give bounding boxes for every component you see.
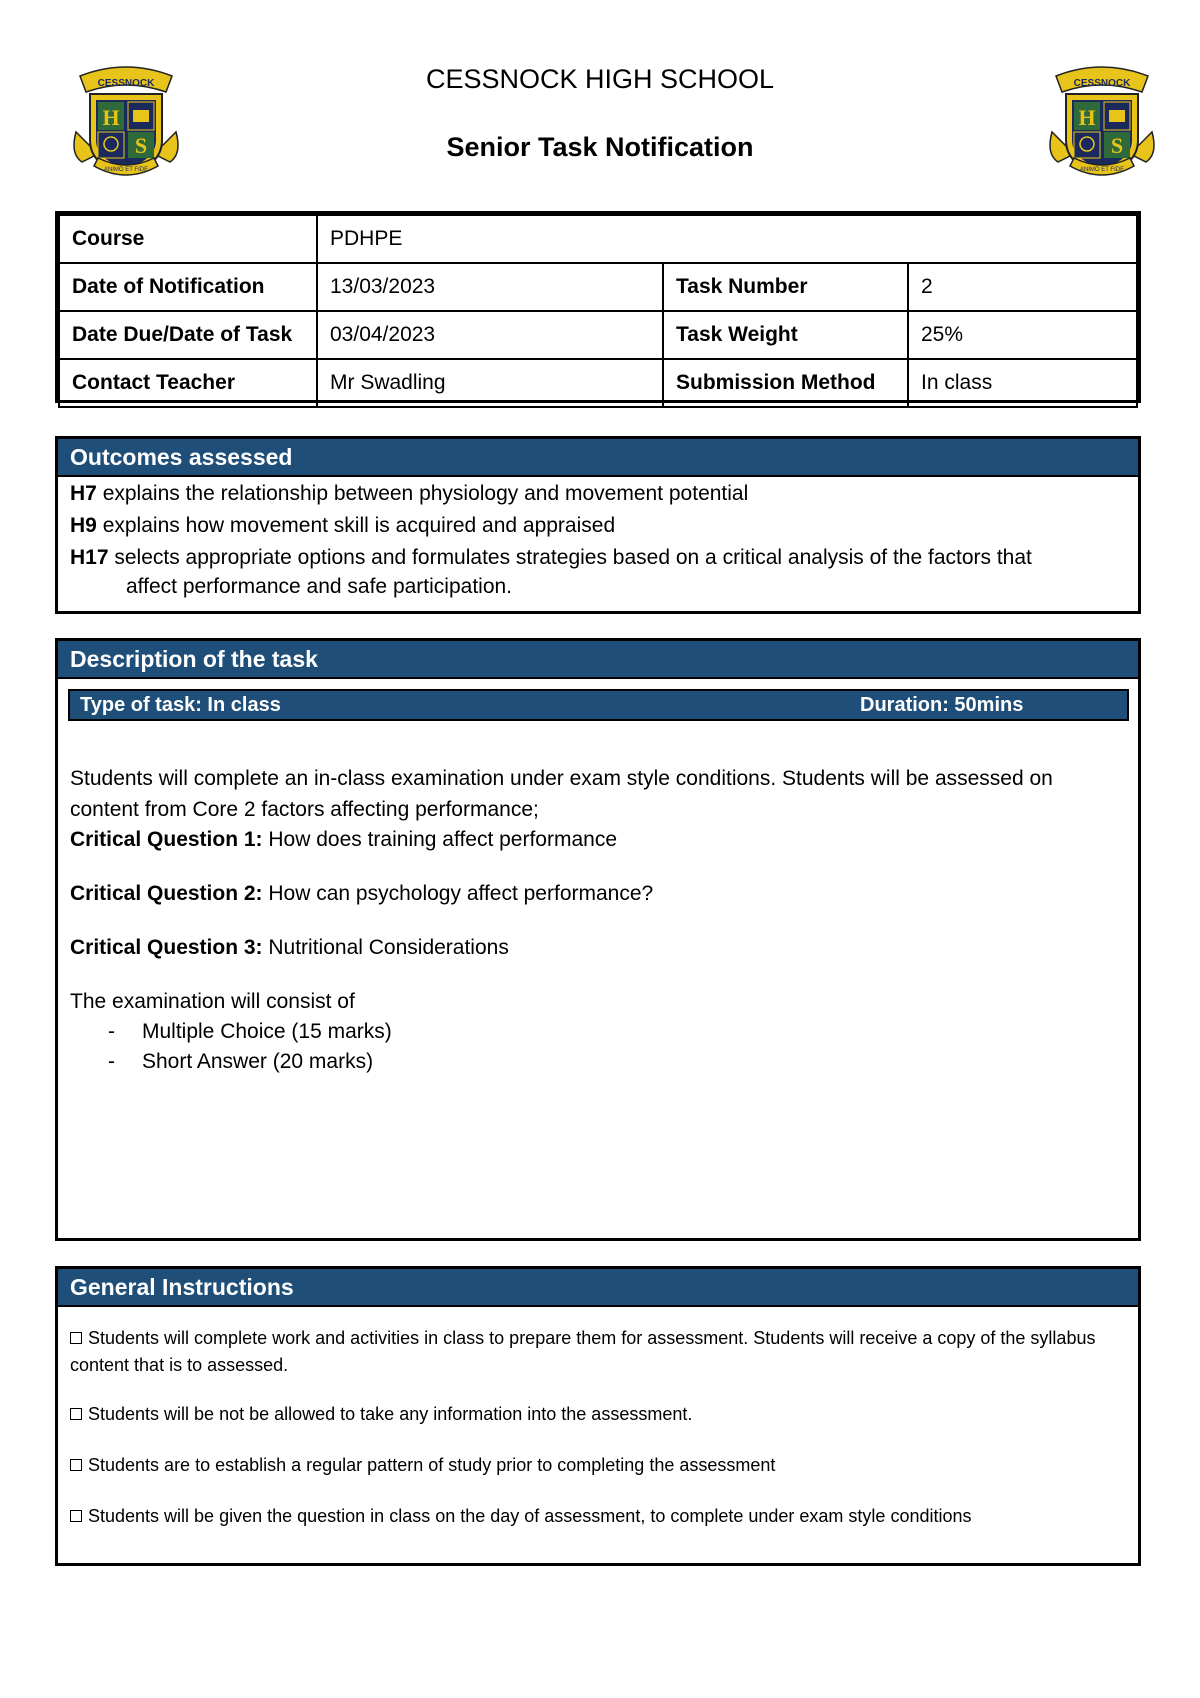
- task-weight-value: 25%: [908, 311, 1137, 359]
- submission-method-value: In class: [908, 359, 1137, 407]
- critical-question: [70, 879, 1126, 909]
- checkbox-square-icon: [70, 1510, 82, 1522]
- description-heading: Description of the task: [58, 641, 1138, 679]
- instruction-text: Students will be not be allowed to take any information into the assessment.: [88, 1404, 693, 1424]
- task-type-bar: [68, 689, 1129, 721]
- outcome-code: H17: [70, 546, 109, 569]
- outcome-text: selects appropriate options and formulates strategies based on a critical analysis of the factors that: [108, 546, 1032, 569]
- task-details-table: [55, 211, 1141, 403]
- svg-text:S: S: [1110, 133, 1124, 158]
- task-weight-label: Task Weight: [663, 311, 908, 359]
- outcome-item: [58, 511, 1138, 541]
- submission-method-label: Submission Method: [663, 359, 908, 407]
- critical-question-label: Critical Question 3:: [70, 936, 263, 959]
- instructions-section: [55, 1266, 1141, 1566]
- bullet-text: Multiple Choice (15 marks): [142, 1020, 392, 1043]
- svg-text:H: H: [102, 105, 120, 130]
- table-row: [59, 215, 1137, 263]
- outcome-text: explains how movement skill is acquired and appraised: [96, 514, 616, 537]
- critical-question: [70, 933, 1126, 963]
- task-number-label: Task Number: [663, 263, 908, 311]
- exam-intro: The examination will consist of: [70, 990, 355, 1013]
- crest-banner-text: CESSNOCK: [97, 78, 155, 89]
- critical-question-text: Nutritional Considerations: [262, 936, 509, 959]
- list-item: [58, 1401, 1138, 1428]
- notification-date-label: Date of Notification: [59, 263, 317, 311]
- svg-text:H: H: [1078, 105, 1096, 130]
- page-title: Senior Task Notification: [446, 132, 754, 162]
- outcome-text: explains the relationship between physiology and movement potential: [96, 482, 749, 505]
- svg-text:S: S: [134, 133, 148, 158]
- school-name: CESSNOCK HIGH SCHOOL: [425, 64, 775, 94]
- table-row: [59, 263, 1137, 311]
- course-value: PDHPE: [317, 215, 1137, 263]
- instruction-text: Students will be given the question in class on the day of assessment, to complete under exam style conditions: [88, 1506, 972, 1526]
- course-label: Course: [59, 215, 317, 263]
- instruction-text: Students are to establish a regular pattern of study prior to completing the assessment: [88, 1455, 776, 1475]
- contact-teacher-label: Contact Teacher: [59, 359, 317, 407]
- list-item: [58, 1452, 1138, 1479]
- bullet-dash: -: [108, 1050, 115, 1073]
- list-item: [58, 1325, 1138, 1379]
- due-date-value: 03/04/2023: [317, 311, 663, 359]
- list-item: [70, 1017, 1126, 1047]
- task-intro: Students will complete an in-class examination under exam style conditions. Students will be assessed on content from Core 2 factors affecting performance;: [70, 767, 1053, 821]
- critical-question-text: How can psychology affect performance?: [262, 882, 654, 905]
- outcome-item: [58, 543, 1138, 601]
- task-type: Type of task: In class: [80, 694, 281, 716]
- instruction-text: Students will complete work and activities in class to prepare them for assessment. Students will receive a copy of the syllabus content that is to assessed.: [70, 1328, 1096, 1375]
- table-row: [59, 311, 1137, 359]
- critical-question-label: Critical Question 1:: [70, 828, 263, 851]
- due-date-label: Date Due/Date of Task: [59, 311, 317, 359]
- critical-question: [70, 825, 1126, 855]
- list-item: [58, 1503, 1138, 1530]
- outcome-code: H7: [70, 482, 97, 505]
- critical-question-label: Critical Question 2:: [70, 882, 263, 905]
- notification-date-value: 13/03/2023: [317, 263, 663, 311]
- checkbox-square-icon: [70, 1332, 82, 1344]
- outcomes-section: [55, 436, 1141, 614]
- checkbox-square-icon: [70, 1408, 82, 1420]
- critical-question-text: How does training affect performance: [262, 828, 618, 851]
- outcome-text-continued: affect performance and safe participation.: [126, 575, 513, 598]
- contact-teacher-value: Mr Swadling: [317, 359, 663, 407]
- bullet-dash: -: [108, 1020, 115, 1043]
- description-section: [55, 638, 1141, 1241]
- checkbox-square-icon: [70, 1459, 82, 1471]
- outcome-code: H9: [70, 514, 97, 537]
- outcome-item: [58, 479, 1138, 509]
- outcomes-heading: Outcomes assessed: [58, 439, 1138, 477]
- task-duration: Duration: 50mins: [860, 694, 1024, 716]
- instructions-heading: General Instructions: [58, 1269, 1138, 1307]
- crest-banner-text: CESSNOCK: [1073, 78, 1131, 89]
- crest-motto-text: ANIMO ET FIDE: [1079, 167, 1125, 173]
- list-item: [70, 1047, 1126, 1077]
- task-number-value: 2: [908, 263, 1137, 311]
- bullet-text: Short Answer (20 marks): [142, 1050, 374, 1073]
- crest-motto-text: ANIMO ET FIDE: [103, 167, 149, 173]
- table-row: [59, 359, 1137, 407]
